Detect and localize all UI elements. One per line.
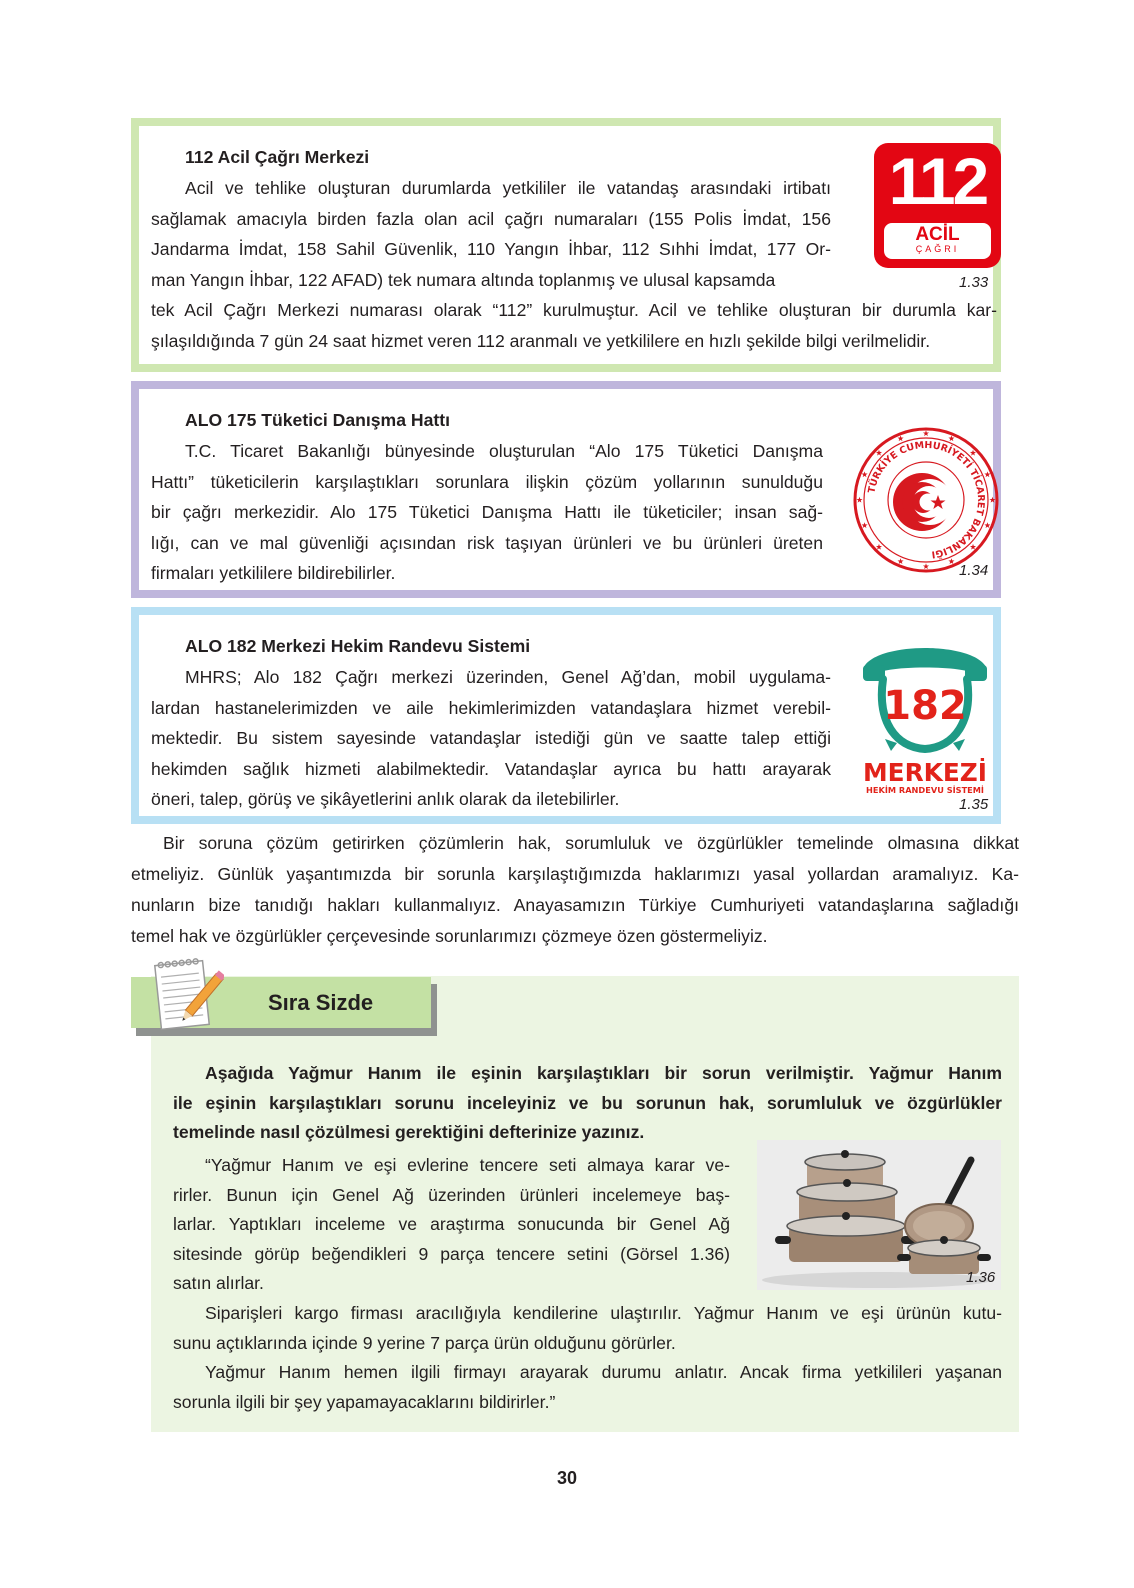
body-paragraph-line: etmeliyiz. Günlük yaşantımızda bir sorunla karşılaştığımızda haklarımızı yasal yollardan aramalıyız. Ka- (131, 864, 1019, 884)
box-112-text-top (151, 173, 831, 295)
box-112-line: şılaşıldığında 7 gün 24 saat hizmet veren 112 aranmalı ve yetkililere en hızlı şekilde bilgi verilmelidir. (151, 330, 931, 351)
instruction-line: ile eşinin karşılaştıkları sorunu inceleyiniz ve bu sorunun hak, sorumluluk ve özgürlükler (173, 1092, 1002, 1113)
seal-star-icon (898, 435, 904, 441)
seal-star-icon (948, 558, 954, 564)
story-line: rirler. Bunun için Genel Ağ üzerinden ürünleri incelemeye baş- (173, 1184, 730, 1205)
seal-arc-text: TÜRKİYE CUMHURİYETİ TİCARET BAKANLIĞI (866, 439, 987, 560)
logo-182-sub: HEKİM RANDEVU SİSTEMİ (866, 786, 982, 795)
seal-star-icon (862, 522, 868, 528)
seal-star-icon (898, 558, 904, 564)
seal-star-icon (984, 471, 990, 477)
box-112-heading: 112 Acil Çağrı Merkezi (185, 147, 370, 167)
box-175-line: Hattı” tüketicilerin karşılaştıkları sorunlara ilişkin çözüm yollarının sunulduğu (151, 471, 823, 492)
box-182-text (151, 662, 831, 815)
seal-star-icon (876, 544, 882, 550)
box-175-line: lığı, can ve mal güvenliği açısından risk taşıyan ürünleri ve bu ürünleri üreten (151, 532, 823, 553)
seal-star-icon (862, 471, 868, 477)
seal-star-icon (970, 544, 976, 550)
box-182-heading: ALO 182 Merkezi Hekim Randevu Sistemi (185, 636, 531, 656)
body-paragraph-line: Bir soruna çözüm getirirken çözümlerin hak, sorumluluk ve özgürlükler temelinde olmasına dikkat (163, 833, 1019, 853)
instruction-line: temelinde nasıl çözülmesi gerektiğini defterinize yazınız. (173, 1122, 645, 1143)
logo-112-word: ACİL (915, 224, 960, 245)
box-182-line: hekimden sağlık hizmeti alabilmektedir. Vatandaşlar ayrıca bu hattı arayarak (151, 758, 831, 779)
box-112-text-bottom (151, 295, 997, 356)
logo-112-acil-cagri (874, 143, 1001, 268)
story-line: Yağmur Hanım hemen ilgili firmayı arayarak durumu anlatır. Ancak firma yetkilileri yaşanan (205, 1362, 1002, 1383)
box-182-line: MHRS; Alo 182 Çağrı merkezi üzerinden, Genel Ağ’dan, mobil uygulama- (185, 667, 831, 687)
box-182-mhrs (131, 607, 1001, 824)
story-text-full (173, 1299, 1002, 1417)
seal-star-icon (856, 497, 862, 503)
box-112-line: tek Acil Çağrı Merkezi numarası olarak “112” kurulmuştur. Acil ve tehlike oluşturan bir durumla kar- (151, 300, 997, 320)
box-112-line: Jandarma İmdat, 158 Sahil Güvenlik, 110 Yangın İhbar, 112 Sıhhi İmdat, 177 Or- (151, 239, 831, 259)
seal-star-icon (948, 435, 954, 441)
story-line: “Yağmur Hanım ve eşi evlerine tencere seti almaya karar ve- (205, 1155, 730, 1175)
logo-112-pill (884, 223, 991, 259)
story-line: sitesinde görüp beğendikleri 9 parça tencere setini (Görsel 1.36) (173, 1243, 730, 1264)
page-number: 30 (556, 1468, 578, 1488)
seal-star-icon (984, 522, 990, 528)
logo-112-number: 112 (888, 144, 987, 218)
box-112-line: Acil ve tehlike oluşturan durumlarda yetkililer ile vatandaş arasındaki irtibatı (185, 178, 831, 198)
body-paragraph (131, 828, 1019, 952)
box-112-line: sağlamak amacıyla birden fazla olan acil çağrı numaraları (155 Polis İmdat, 156 (151, 208, 831, 229)
box-175-tuketici-danisma (131, 381, 1001, 598)
figure-label-1-35: 1.35 (959, 796, 989, 813)
story-line: satın alırlar. (173, 1273, 264, 1294)
box-175-line: bir çağrı merkezidir. Alo 175 Tüketici Danışma Hattı ile tüketiciler; insan sağ- (151, 502, 823, 522)
alo-182-logo (855, 635, 995, 795)
story-text-left (173, 1151, 730, 1299)
figure-label-1-34: 1.34 (959, 562, 989, 579)
body-paragraph-line: nunların bize tanıdığı hakları kullanmalıyız. Anayasamızın Türkiye Cumhuriyeti vatandaşlarına sağladığı (131, 895, 1019, 915)
story-line: sorunla ilgili bir şey yapamayacaklarını bildirirler.” (173, 1391, 556, 1412)
body-paragraph-line: temel hak ve özgürlükler çerçevesinde sorunlarımızı çözmeye özen göstermeliyiz. (131, 926, 768, 946)
logo-182-number: 182 (883, 683, 967, 729)
story-line: Siparişleri kargo firması aracılığıyla kendilerine ulaştırılır. Yağmur Hanım ve eşi ürünün kutu- (205, 1303, 1002, 1323)
figure-label-1-33: 1.33 (959, 274, 989, 291)
ticaret-bakanligi-seal-logo (852, 426, 1000, 574)
box-175-line: firmaları yetkililere bildirebilirler. (151, 563, 396, 583)
story-line: sunu açtıklarında içinde 9 yerine 7 parça ürün olduğunu görürler. (173, 1332, 676, 1353)
seal-star-icon (923, 563, 929, 569)
seal-star-icon (989, 497, 995, 503)
sira-sizde-title: Sıra Sizde (268, 990, 374, 1015)
cookware-set-photo (757, 1140, 1001, 1290)
box-182-line: lardan hastanelerimizden ve aile hekimlerimizden vatandaşlara hizmet verebil- (151, 697, 831, 718)
box-175-line: T.C. Ticaret Bakanlığı bünyesinde oluşturulan “Alo 175 Tüketici Danışma (185, 441, 823, 461)
box-112-acil-cagri (131, 118, 1001, 372)
figure-label-1-36: 1.36 (966, 1269, 996, 1286)
box-182-line: öneri, talep, görüş ve şikâyetlerini anlık olarak da iletebilirler. (151, 789, 620, 809)
story-line: larlar. Yaptıkları inceleme ve araştırma sonucunda bir Genel Ağ (173, 1214, 730, 1235)
box-182-line: mektedir. Bu sistem sayesinde vatandaşlar istediği gün ve saatte talep ettiği (151, 728, 831, 748)
box-112-line: man Yangın İhbar, 122 AFAD) tek numara altında toplanmış ve ulusal kapsamda (151, 269, 776, 290)
logo-182-word: MERKEZİ (863, 758, 989, 787)
instruction-line: Aşağıda Yağmur Hanım ile eşinin karşılaştıkları bir sorun verilmiştir. Yağmur Hanım (205, 1063, 1002, 1083)
box-175-text (151, 436, 823, 589)
notepad-pencil-icon (152, 955, 224, 1037)
logo-112-sub: ÇAĞRI (915, 244, 960, 254)
seal-star-icon (923, 430, 929, 436)
sira-sizde-instruction (173, 1059, 1002, 1148)
box-175-heading: ALO 175 Tüketici Danışma Hattı (185, 410, 450, 430)
